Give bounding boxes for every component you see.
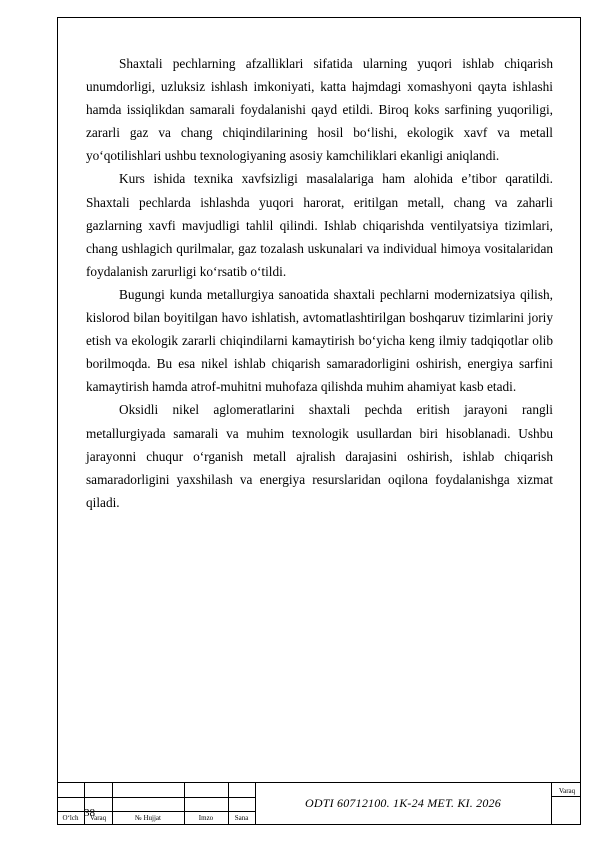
stamp-divider [551,783,552,825]
paragraph-4: Oksidli nikel aglomeratlarini shaxtali pechda eritish jarayoni rangli metallurgiyada samarali va muhim texnologik usullardan biri hisoblanadi. Ushbu jarayonni chuqur o‘rganish metall ajralish darajasini oshirish, ishlab chiqarish samaradorligini yaxshilash va energiya resurslaridan oqilona foydalanishga xizmat qiladi. [86,402,553,510]
col-hujjat-label: № Hujjat [135,814,161,822]
stamp-row-line [551,796,581,797]
paragraph-2: Kurs ishida texnika xavfsizligi masalalariga ham alohida e’tibor qaratildi. Shaxtali pechlarda ishlashda yuqori harorat, eritilgan metall, chang va zaharli gazlarning xavfi mavjudligi tahlil qilindi. Ishlab chiqarishda ventilyatsiya tizimlari, chang ushlagich qurilmalar, gaz tozalash uskunalari va individual himoya vositalaridan foydalanish zarurligi ko‘rsatib o‘tildi. [86,171,553,279]
stamp-row-line [57,797,255,798]
col-sana-label: Sana [234,814,249,822]
document-code: ODTI 60712100. 1K-24 MET. KI. 2026 [305,796,501,810]
col-varaq-label: Varaq [89,814,107,822]
title-block-stamp [57,782,581,825]
document-body [86,52,553,514]
sheet-label: Varaq [558,787,576,795]
paragraph-3: Bugungi kunda metallurgiya sanoatida shaxtali pechlarni modernizatsiya qilish, kislorod bilan boyitilgan havo ishlatish, avtomatlashtirilgan boshqaruv tizimlarini joriy etish va ekologik zararli chiqindilarni kamaytirish bo‘yicha keng ilmiy tadqiqotlar olib borilmoqda. Bu esa nikel ishlab chiqarish samaradorligini oshirish, energiya sarfini kamaytirish hamda atrof-muhitni muhofaza qilishda muhim ahamiyat kasb etadi. [86,286,553,395]
page-number: 38 [84,807,95,819]
col-imzo-label: Imzo [198,814,214,822]
col-olch-label: O‘lch [62,814,79,822]
paragraph-1: Shaxtali pechlarning afzalliklari sifatida ularning yuqori ishlab chiqarish unumdorligi, uzluksiz ishlash imkoniyati, katta hajmdagi xomashyoni qayta ishlashi hamda issiqlikdan samarali foydalanishi qayd etildi. Biroq koks sarfining yuqoriligi, zararli gaz va chang chiqindilarining hosil bo‘lishi, ekologik xavf va metall yo‘qotilishlari ushbu texnologiyaning asosiy kamchiliklari ekanligi aniqlandi. [86,56,553,164]
